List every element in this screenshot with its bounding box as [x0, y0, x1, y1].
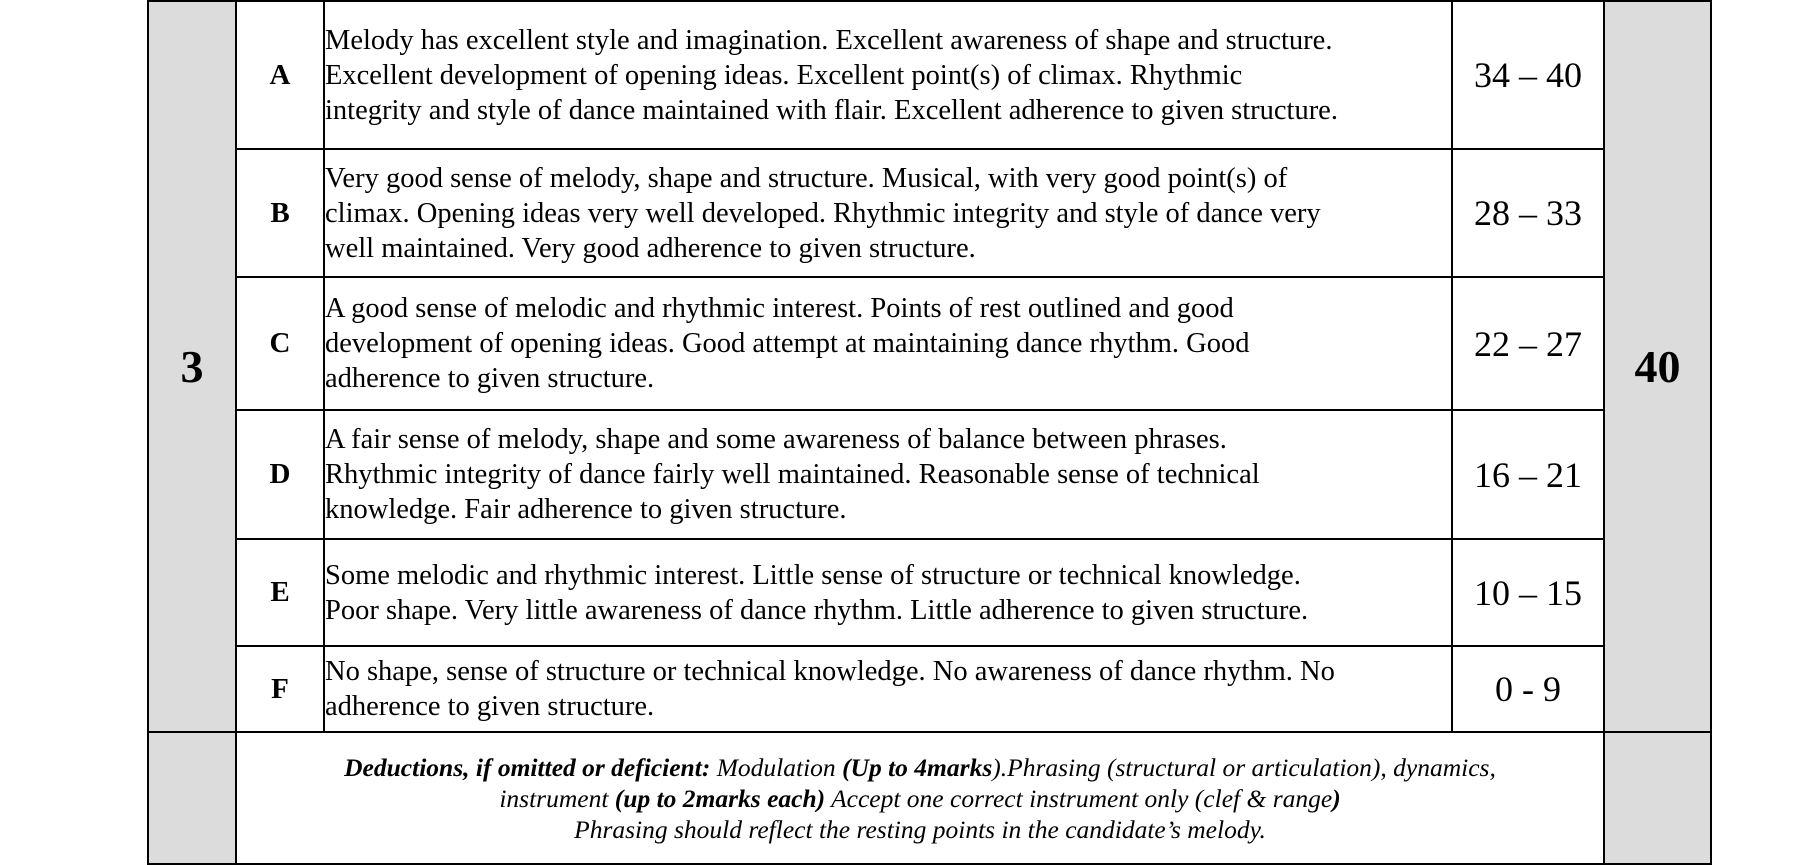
descriptor-line: Rhythmic integrity of dance fairly well maintained. Reasonable sense of technical — [325, 459, 1260, 490]
band-row-c — [148, 277, 1711, 410]
deductions-line-1 — [237, 752, 1603, 783]
descriptor-line: well maintained. Very good adherence to given structure. — [325, 232, 976, 264]
marking-scheme-table — [147, 0, 1712, 865]
grade-d: D — [236, 410, 324, 539]
descriptor-line: adherence to given structure. — [325, 363, 655, 394]
descriptor-line: Poor shape. Very little awareness of dance rhythm. Little adherence to given structure. — [325, 594, 1309, 626]
deductions-line-2 — [237, 783, 1603, 814]
deductions-note — [236, 732, 1604, 864]
question-number: 3 — [148, 1, 236, 732]
descriptor-e — [324, 539, 1452, 646]
deductions-label: Deductions, if omitted or deficient: — [344, 752, 711, 782]
deductions-line-3: Phrasing should reflect the resting points in the candidate’s melody. — [574, 814, 1266, 844]
descriptor-line: development of opening ideas. Good attempt at maintaining dance rhythm. Good — [325, 328, 1250, 359]
descriptor-a — [324, 1, 1452, 149]
band-row-d — [148, 410, 1711, 539]
descriptor-line: Excellent development of opening ideas. Excellent point(s) of climax. Rhythmic — [325, 59, 1243, 91]
descriptor-line: A fair sense of melody, shape and some awareness of balance between phrases. — [325, 424, 1227, 455]
mark-range-a: 34 – 40 — [1452, 1, 1604, 149]
mark-range-b: 28 – 33 — [1452, 149, 1604, 277]
grade-e: E — [236, 539, 324, 646]
mark-range-e: 10 – 15 — [1452, 539, 1604, 646]
descriptor-line: Some melodic and rhythmic interest. Little sense of structure or technical knowledge. — [325, 559, 1301, 591]
descriptor-line: climax. Opening ideas very well developed. Rhythmic integrity and style of dance very — [325, 197, 1321, 229]
deductions-row — [148, 732, 1711, 864]
descriptor-line: knowledge. Fair adherence to given structure. — [325, 494, 847, 525]
grade-c: C — [236, 277, 324, 410]
descriptor-line: Very good sense of melody, shape and structure. Musical, with very good point(s) of — [325, 162, 1288, 194]
deductions-text-bold: ) — [1332, 783, 1341, 813]
descriptor-line: A good sense of melodic and rhythmic interest. Points of rest outlined and good — [325, 293, 1234, 324]
deductions-text: Accept one correct instrument only (clef & range — [825, 783, 1333, 813]
descriptor-line: integrity and style of dance maintained with flair. Excellent adherence to given structure. — [325, 94, 1338, 126]
deductions-text-bold: (Up to 4marks — [842, 752, 993, 782]
descriptor-line: Melody has excellent style and imagination. Excellent awareness of shape and structure. — [325, 24, 1333, 56]
deductions-text: ).Phrasing (structural or articulation), dynamics, — [992, 752, 1496, 782]
band-row-f — [148, 646, 1711, 732]
mark-range-f: 0 - 9 — [1452, 646, 1604, 732]
descriptor-line: No shape, sense of structure or technical knowledge. No awareness of dance rhythm. No — [325, 656, 1335, 687]
question-number-cell-continuation — [148, 732, 236, 864]
descriptor-c — [324, 277, 1452, 410]
band-row-b — [148, 149, 1711, 277]
deductions-text-bold: (up to 2marks each) — [614, 783, 826, 813]
total-marks: 40 — [1604, 1, 1711, 732]
band-row-a — [148, 1, 1711, 149]
descriptor-b — [324, 149, 1452, 277]
mark-range-c: 22 – 27 — [1452, 277, 1604, 410]
grade-b: B — [236, 149, 324, 277]
descriptor-d — [324, 410, 1452, 539]
grade-a: A — [236, 1, 324, 149]
deductions-text: Modulation — [710, 752, 843, 782]
grade-f: F — [236, 646, 324, 732]
descriptor-f — [324, 646, 1452, 732]
total-marks-cell-continuation — [1604, 732, 1711, 864]
band-row-e — [148, 539, 1711, 646]
deductions-text: instrument — [499, 783, 615, 813]
descriptor-line: adherence to given structure. — [325, 691, 655, 722]
mark-range-d: 16 – 21 — [1452, 410, 1604, 539]
